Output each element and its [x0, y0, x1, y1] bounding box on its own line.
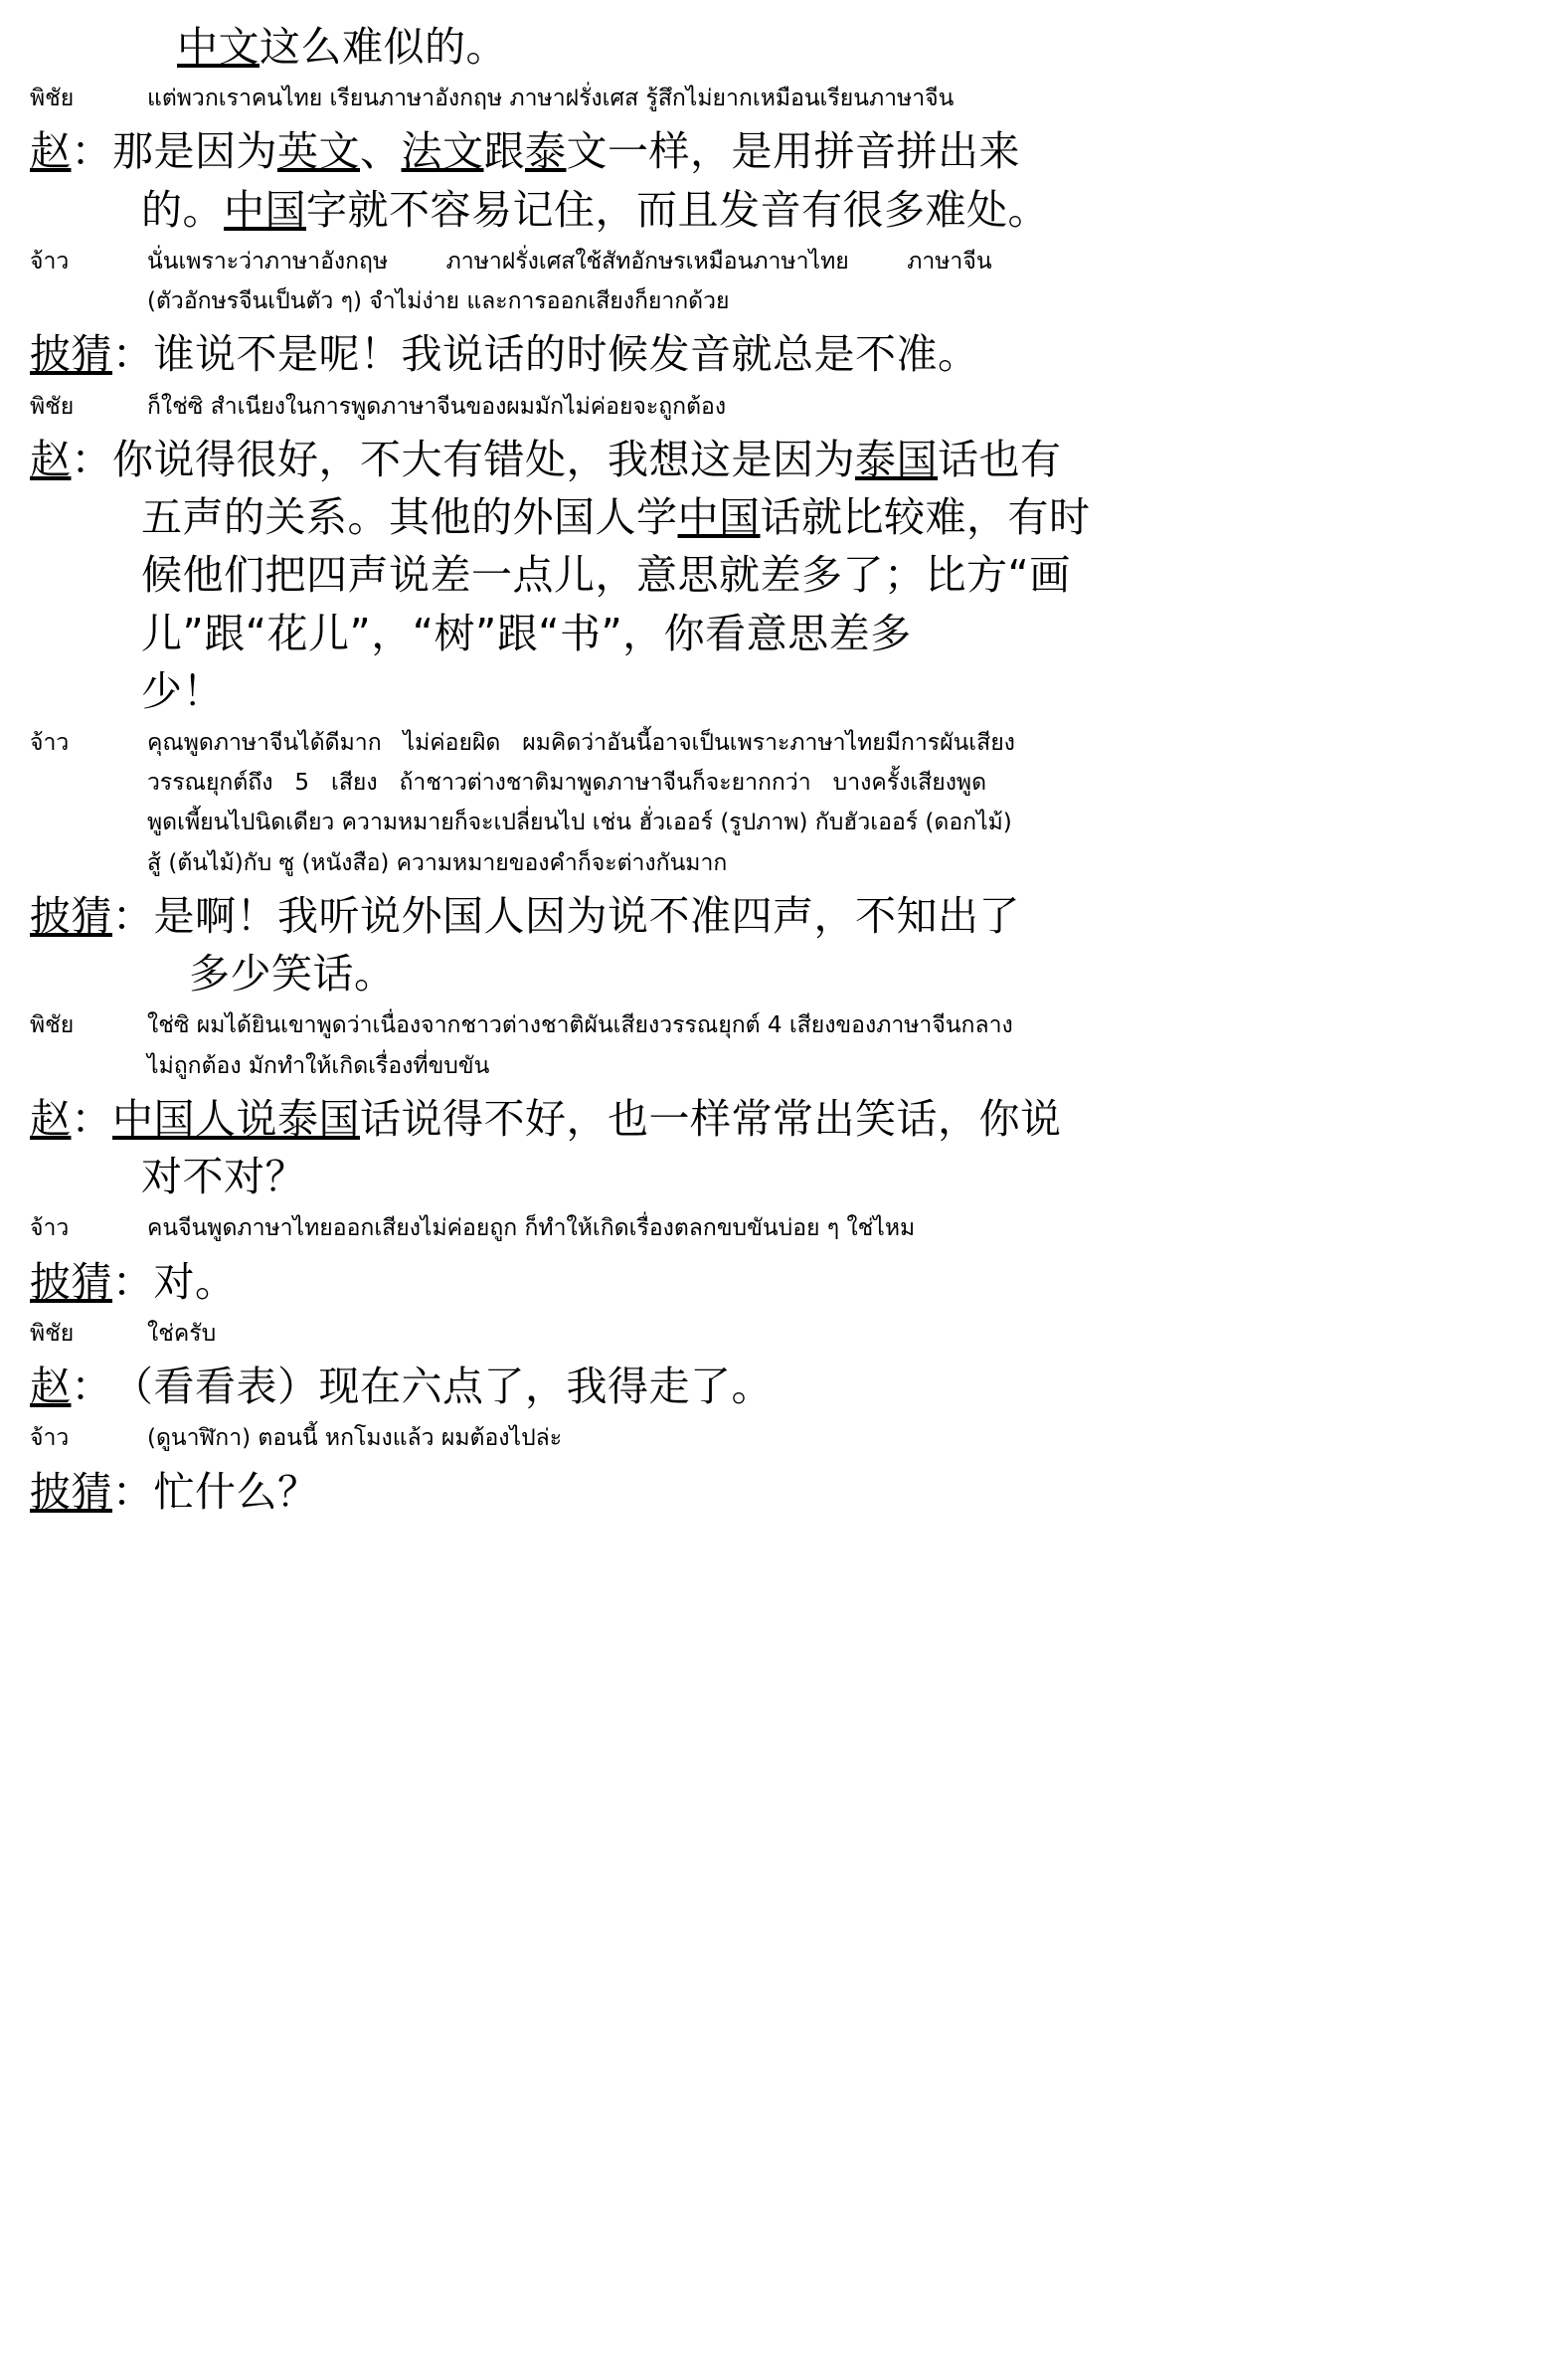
thai-line-7-first-line — [30, 1314, 1512, 1354]
speaker-colon: ： — [112, 1467, 154, 1516]
speaker-label-chinese: 披猜 — [30, 1257, 112, 1306]
thai-line-8-first-line — [30, 1418, 1512, 1458]
chinese-line-zhao-1 — [30, 122, 1512, 238]
dialogue-text-chinese-continued: 儿”跟“花儿”，“树”跟“书”，你看意思差多 — [141, 609, 912, 657]
speaker-label-chinese: 赵 — [30, 1094, 72, 1143]
chinese-line-pichai-4 — [30, 1463, 1512, 1521]
speaker-colon: ： — [71, 1094, 112, 1143]
dialogue-text-chinese-continued: 候他们把四声说差一点儿，意思就差多了；比方“画 — [141, 551, 1071, 600]
proper-noun: 中国人说泰国 — [112, 1094, 360, 1143]
speaker-label-thai: พิชัย — [30, 393, 75, 420]
speaker-label-chinese: 赵 — [30, 435, 72, 483]
proper-noun: 英文 — [277, 127, 360, 176]
thai-line-3 — [30, 387, 1512, 427]
dialogue-text-chinese: 是啊！我听说外国人因为说不准四声，不知出了 — [153, 891, 1020, 940]
dialogue-text-thai: (ดูนาฬิกา) ตอนนี้ หกโมงแล้ว ผมต้องไปล่ะ — [147, 1425, 563, 1452]
speaker-label-chinese: 披猜 — [30, 891, 112, 940]
top-fragment-underlined: 中文 — [177, 23, 260, 71]
dialogue-text-thai-continued: พูดเพี้ยนไปนิดเดียว ความหมายก็จะเปลี่ยนไป เช่น ฮั่วเออร์ (รูปภาพ) กับฮัวเออร์ (ดอกไม้) — [147, 810, 1012, 836]
dialogue-text-thai: ใช่ซิ ผมได้ยินเขาพูดว่าเนื่องจากชาวต่างชาติผันเสียงวรรณยุกต์ 4 เสียงของภาษาจีนกลาง — [147, 1012, 1013, 1039]
chinese-line-pichai-2-first-line — [30, 887, 1512, 945]
proper-noun: 中国 — [677, 493, 761, 542]
speaker-colon: ： — [71, 1363, 112, 1411]
chinese-line-pichai-2 — [30, 887, 1512, 1002]
dialogue-text-thai: คุณพูดภาษาจีนได้ดีมาก ไม่ค่อยผิด ผมคิดว่าอันนี้อาจเป็นเพราะภาษาไทยมีการผันเสียง — [147, 729, 1015, 756]
dialogue-text-chinese-continued: 的。中国字就不容易记住，而且发音有很多难处。 — [141, 185, 1049, 234]
speaker-colon: ： — [71, 435, 112, 483]
dialogue-text-thai: นั่นเพราะว่าภาษาอังกฤษ ภาษาฝรั่งเศสใช้สัทอักษรเหมือนภาษาไทย ภาษาจีน — [147, 248, 992, 274]
thai-line-3-first-line — [30, 387, 1512, 427]
chinese-line-zhao-3 — [30, 1090, 1512, 1205]
proper-noun: 法文 — [401, 127, 484, 176]
thai-line-5 — [30, 1005, 1512, 1086]
dialogue-text-thai-continued: สู้ (ต้นไม้)กับ ซู (หนังสือ) ความหมายของคำก็จะต่างกันมาก — [147, 849, 728, 876]
dialogue-text-thai-continued: (ตัวอักษรจีนเป็นตัว ๆ) จำไม่ง่าย และการออกเสียงก็ยากด้วย — [147, 288, 730, 315]
chinese-line-zhao-1-first-line — [30, 122, 1512, 180]
chinese-line-pichai-1 — [30, 325, 1512, 383]
dialogue-text-chinese: 中国人说泰国话说得不好，也一样常常出笑话，你说 — [112, 1094, 1062, 1143]
speaker-label-thai: จ้าว — [30, 248, 70, 274]
dialogue-text-chinese-continued: 对不对？ — [141, 1153, 306, 1201]
dialogue-text-thai: ก็ใช่ซิ สำเนียงในการพูดภาษาจีนของผมมักไม่ค่อยจะถูกต้อง — [147, 393, 727, 420]
thai-line-8 — [30, 1418, 1512, 1458]
chinese-line-zhao-2 — [30, 431, 1512, 720]
dialogue-blocks — [30, 79, 1512, 1521]
speaker-label-chinese: 赵 — [30, 127, 72, 176]
speaker-label-chinese: 披猜 — [30, 330, 112, 379]
top-fragment-rest: 这么难似的。 — [260, 23, 507, 71]
chinese-line-pichai-1-first-line — [30, 325, 1512, 383]
speaker-colon: ： — [112, 330, 154, 379]
speaker-label-thai: พิชัย — [30, 1320, 75, 1347]
thai-line-4 — [30, 723, 1512, 883]
speaker-label-thai: จ้าว — [30, 1425, 70, 1452]
speaker-label-thai: พิชัย — [30, 1012, 75, 1039]
chinese-line-pichai-3 — [30, 1253, 1512, 1311]
dialogue-text-chinese-continued: 少！ — [141, 666, 224, 715]
dialogue-text-chinese-continued: 多少笑话。 — [189, 950, 396, 999]
top-fragment-line — [30, 18, 1512, 76]
thai-line-2-first-line — [30, 242, 1512, 281]
speaker-label-thai: จ้าว — [30, 729, 70, 756]
chinese-line-pichai-3-first-line — [30, 1253, 1512, 1311]
proper-noun: 泰国 — [855, 435, 938, 483]
chinese-line-zhao-4-first-line — [30, 1358, 1512, 1415]
proper-noun: 泰 — [525, 127, 567, 176]
chinese-line-zhao-4 — [30, 1358, 1512, 1415]
dialogue-text-chinese: 对。 — [153, 1257, 237, 1306]
thai-line-1 — [30, 79, 1512, 118]
dialogue-text-chinese: 忙什么？ — [153, 1467, 319, 1516]
chinese-line-zhao-2-first-line — [30, 431, 1512, 488]
dialogue-text-thai-continued: ไม่ถูกต้อง มักทำให้เกิดเรื่องที่ขบขัน — [147, 1052, 490, 1079]
dialogue-text-thai: คนจีนพูดภาษาไทยออกเสียงไม่ค่อยถูก ก็ทำให้เกิดเรื่องตลกขบขันบ่อย ๆ ใช่ไหม — [147, 1215, 916, 1242]
speaker-label-chinese: 披猜 — [30, 1467, 112, 1516]
dialogue-text-chinese: 你说得很好，不大有错处，我想这是因为泰国话也有 — [112, 435, 1062, 483]
dialogue-text-thai: แต่พวกเราคนไทย เรียนภาษาอังกฤษ ภาษาฝรั่งเศส รู้สึกไม่ยากเหมือนเรียนภาษาจีน — [147, 86, 955, 112]
speaker-colon: ： — [112, 891, 154, 940]
thai-line-2 — [30, 242, 1512, 322]
thai-line-6-first-line — [30, 1208, 1512, 1248]
chinese-line-pichai-4-first-line — [30, 1463, 1512, 1521]
proper-noun: 中国 — [224, 185, 306, 234]
dialogue-text-chinese: （看看表）现在六点了，我得走了。 — [112, 1363, 773, 1411]
thai-line-6 — [30, 1208, 1512, 1248]
speaker-label-thai: จ้าว — [30, 1215, 70, 1242]
dialogue-text-chinese-continued: 五声的关系。其他的外国人学中国话就比较难，有时 — [141, 493, 1091, 542]
dialogue-text-chinese: 那是因为英文、法文跟泰文一样，是用拼音拼出来 — [112, 127, 1020, 176]
dialogue-text-chinese: 谁说不是呢！我说话的时候发音就总是不准。 — [153, 330, 979, 379]
thai-line-1-first-line — [30, 79, 1512, 118]
speaker-colon: ： — [112, 1257, 154, 1306]
thai-line-7 — [30, 1314, 1512, 1354]
dialogue-text-thai: ใช่ครับ — [147, 1320, 217, 1347]
thai-line-4-first-line — [30, 723, 1512, 763]
chinese-line-zhao-3-first-line — [30, 1090, 1512, 1148]
speaker-colon: ： — [71, 127, 112, 176]
speaker-label-chinese: 赵 — [30, 1363, 72, 1411]
dialogue-text-thai-continued: วรรณยุกต์ถึง 5 เสียง ถ้าชาวต่างชาติมาพูดภาษาจีนก็จะยากกว่า บางครั้งเสียงพูด — [147, 770, 987, 797]
thai-line-5-first-line — [30, 1005, 1512, 1045]
speaker-label-thai: พิชัย — [30, 86, 75, 112]
